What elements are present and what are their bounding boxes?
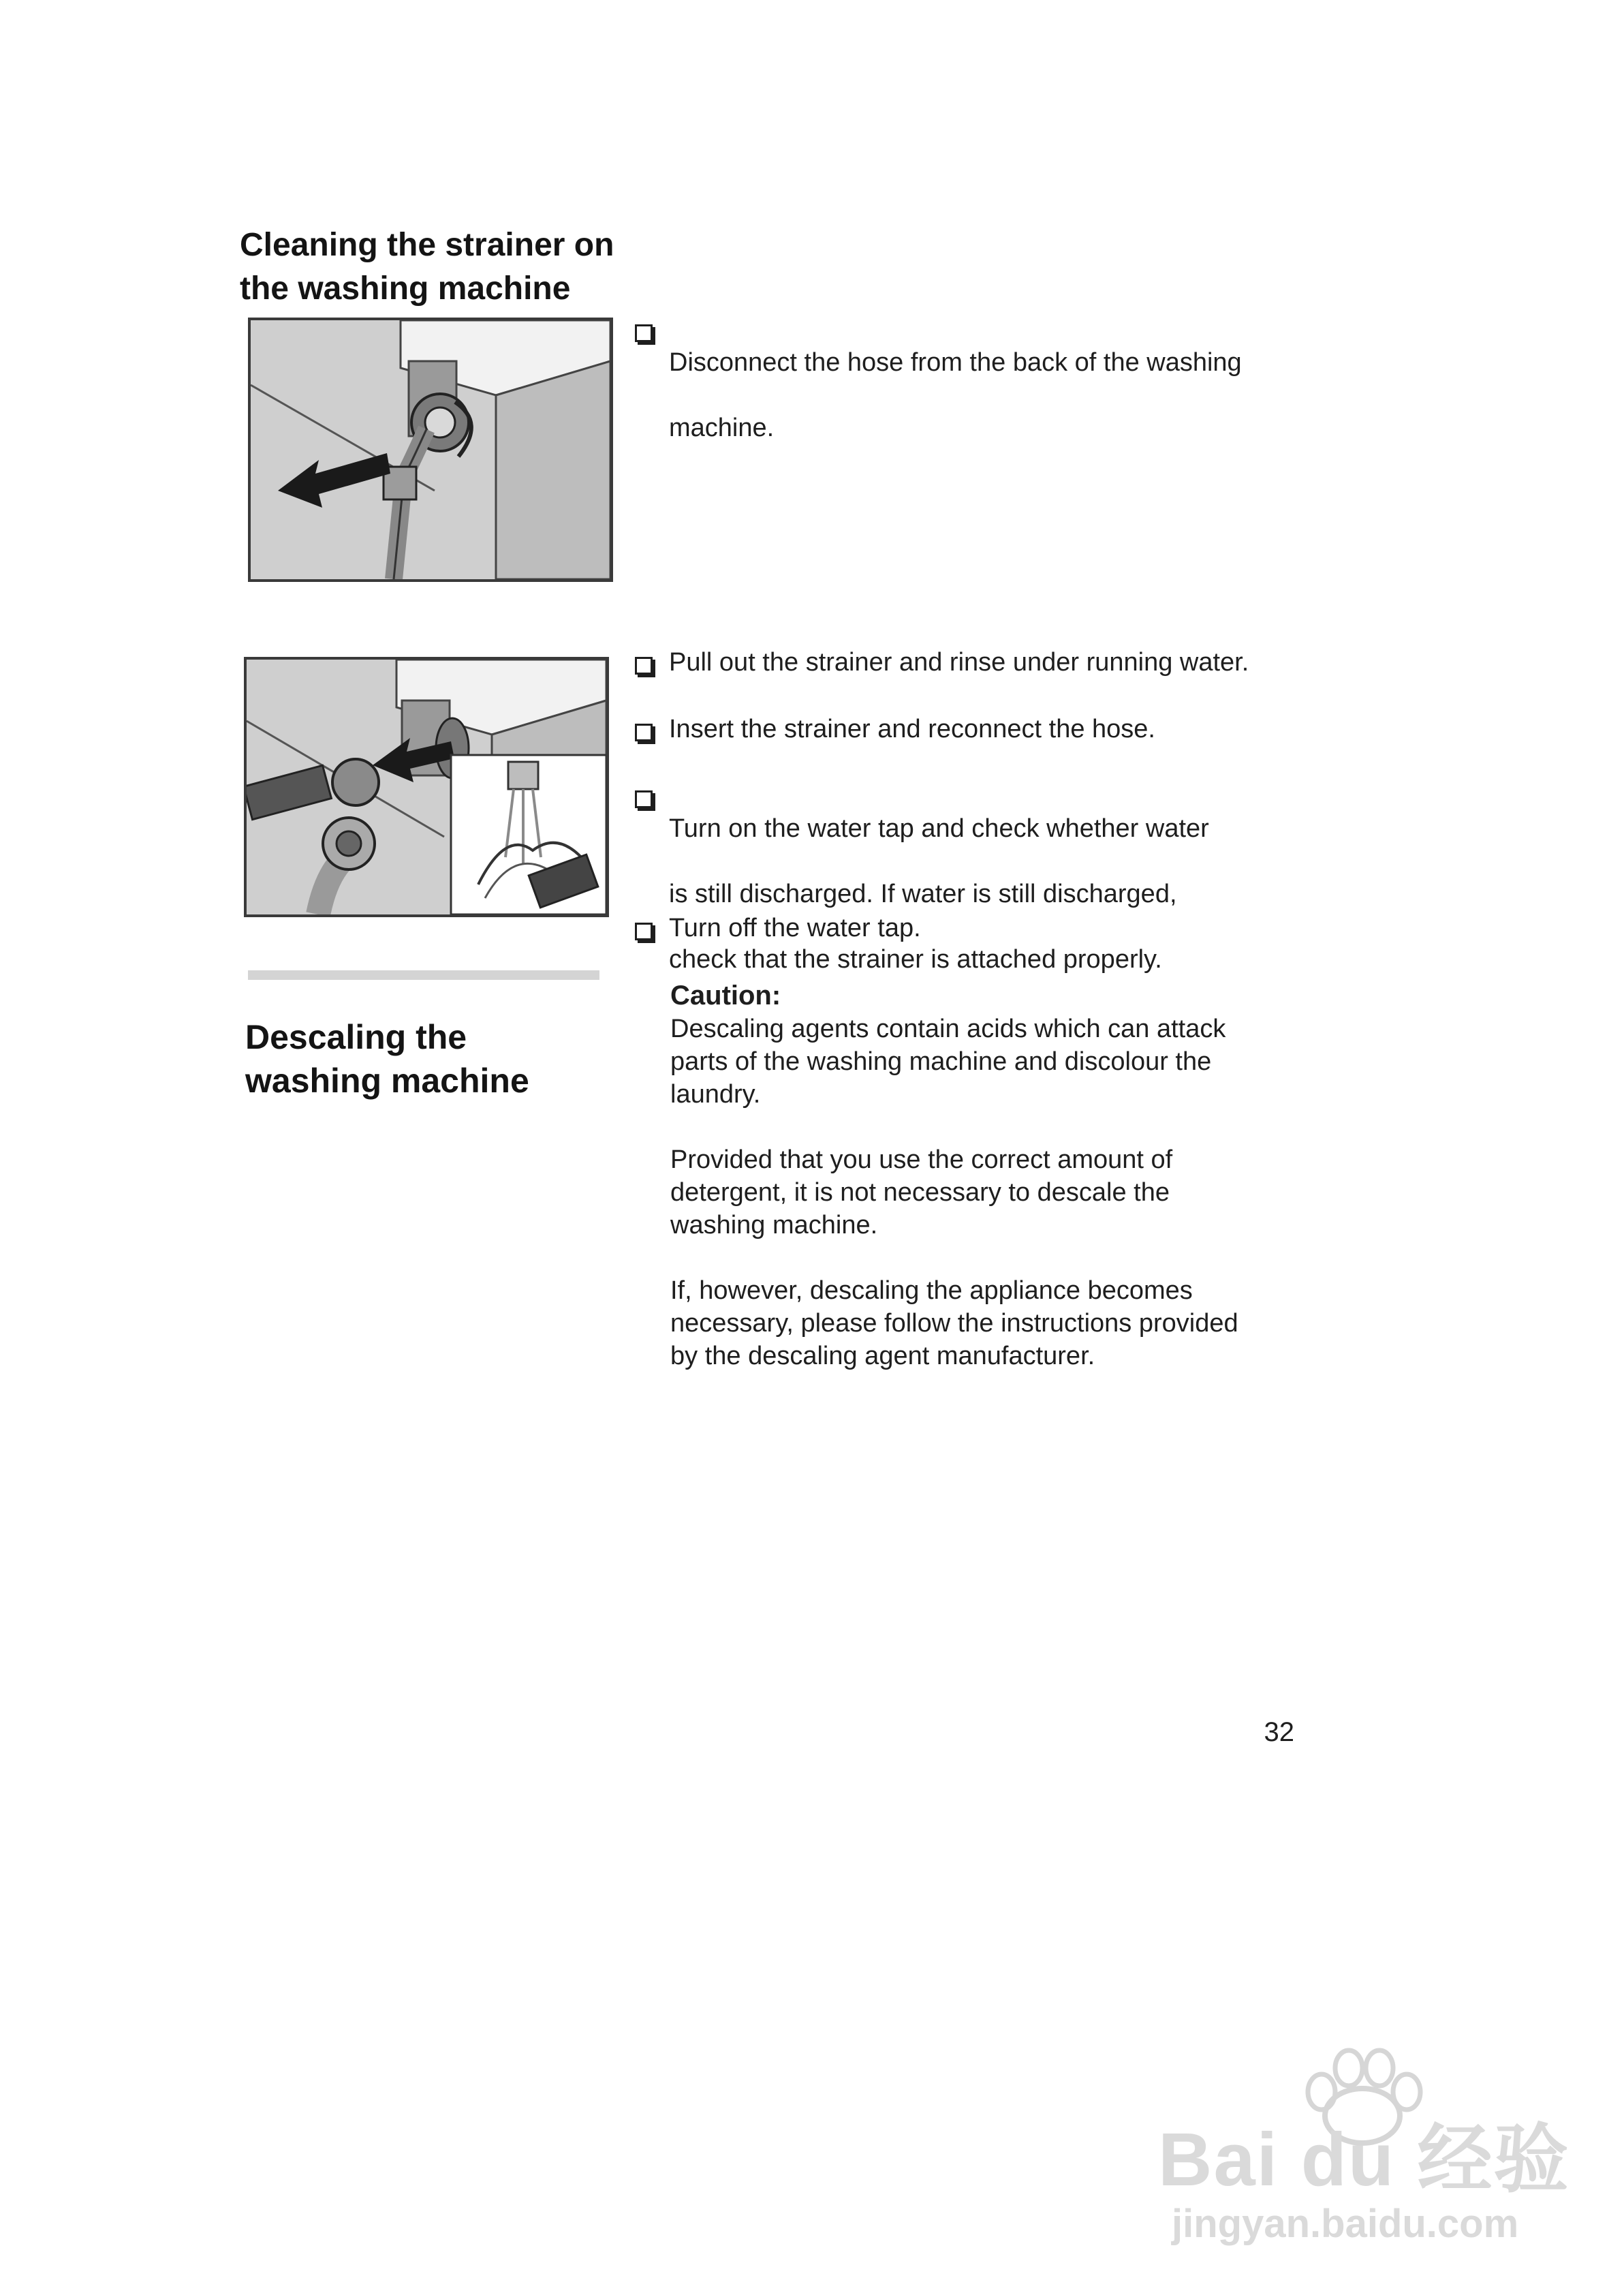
step-text xyxy=(669,313,1242,477)
watermark-url: jingyan.baidu.com xyxy=(1172,2202,1519,2246)
caution-line: laundry. xyxy=(670,1080,761,1109)
caution-line: If, however, descaling the appliance becomes xyxy=(670,1276,1193,1305)
caution-line: Provided that you use the correct amount of xyxy=(670,1145,1173,1174)
watermark xyxy=(1158,2044,1594,2249)
page-number: 32 xyxy=(1264,1717,1294,1747)
heading-line: the washing machine xyxy=(240,271,571,307)
heading-line: washing machine xyxy=(245,1062,529,1100)
disconnect-hose-drawing xyxy=(251,320,610,579)
caution-label: Caution: xyxy=(670,981,781,1011)
checkbox-bullet-icon xyxy=(635,657,653,675)
step-disconnect-hose xyxy=(635,313,1316,477)
step-text-line: check that the strainer is attached properly. xyxy=(669,945,1162,974)
step-text-line: Disconnect the hose from the back of the washing xyxy=(669,348,1242,377)
step-text: Turn off the water tap. xyxy=(669,914,921,942)
step-text: Pull out the strainer and rinse under running water. xyxy=(669,648,1249,677)
strainer-rinse-illustration xyxy=(244,657,609,917)
step-text-line: machine. xyxy=(669,414,775,442)
step-insert-strainer xyxy=(635,713,1316,745)
disconnect-hose-illustration xyxy=(248,318,613,582)
checkbox-bullet-icon xyxy=(635,724,653,741)
heading-line: Descaling the xyxy=(245,1018,467,1056)
checkbox-bullet-icon xyxy=(635,790,653,808)
step-pull-out-strainer xyxy=(635,646,1316,679)
step-turn-on-tap xyxy=(635,780,1316,1008)
step-text xyxy=(669,780,1209,1008)
watermark-brand: Bai du 经验 xyxy=(1158,2118,1570,2202)
step-text-line: Turn on the water tap and check whether water xyxy=(669,814,1209,843)
step-text: Insert the strainer and reconnect the hose. xyxy=(669,715,1155,743)
checkbox-bullet-icon xyxy=(635,324,653,342)
section-heading-descaling xyxy=(245,1015,613,1103)
caution-block xyxy=(670,979,1338,1372)
strainer-rinse-drawing xyxy=(247,660,606,914)
caution-line: washing machine. xyxy=(670,1211,878,1239)
caution-line: parts of the washing machine and discolour the xyxy=(670,1047,1212,1076)
caution-line: detergent, it is not necessary to descale the xyxy=(670,1178,1170,1207)
caution-paragraph-1 xyxy=(670,1013,1338,1111)
step-turn-off-tap xyxy=(635,912,1316,944)
caution-line: by the descaling agent manufacturer. xyxy=(670,1342,1095,1370)
caution-line: necessary, please follow the instructions provided xyxy=(670,1309,1238,1338)
caution-paragraph-3 xyxy=(670,1274,1338,1372)
heading-line: Cleaning the strainer on xyxy=(240,227,614,263)
step-text-line: is still discharged. If water is still discharged, xyxy=(669,880,1177,908)
checkbox-bullet-icon xyxy=(635,923,653,940)
section-divider xyxy=(248,970,599,980)
section-heading-cleaning-strainer xyxy=(240,224,662,311)
caution-line: Descaling agents contain acids which can attack xyxy=(670,1015,1226,1043)
caution-paragraph-2 xyxy=(670,1143,1338,1242)
